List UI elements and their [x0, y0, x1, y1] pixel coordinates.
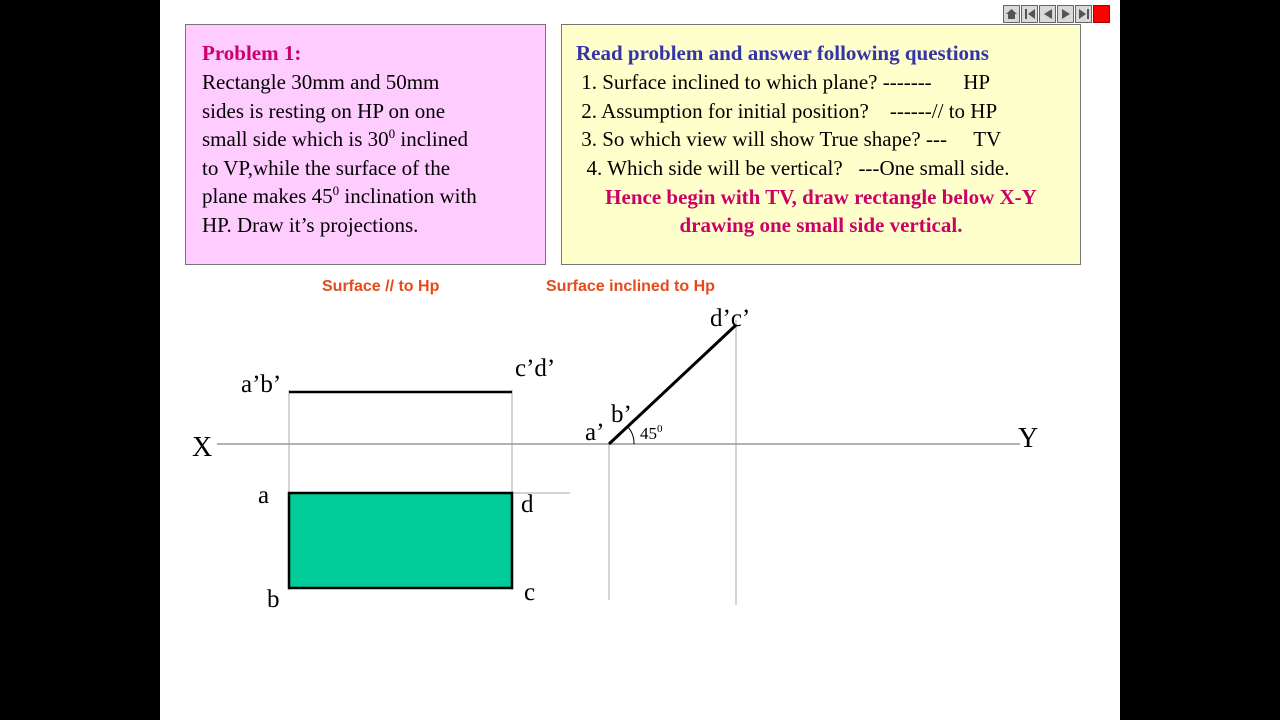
- problem-line: sides is resting on HP on one: [202, 98, 446, 123]
- label-b: b: [267, 586, 280, 613]
- label-d: d: [521, 491, 534, 518]
- x-label: X: [192, 432, 213, 463]
- problem-line: small side which is $30^0$ inclined: [202, 126, 469, 151]
- question-item: 3. So which view will show True shape? --- TV: [576, 125, 1066, 154]
- problem-line: to VP,while the surface of the: [202, 155, 451, 180]
- angle-arc: [627, 426, 634, 444]
- label-c: c: [524, 579, 536, 606]
- conclusion-text: Hence begin with TV, draw rectangle below X-Y drawing one small side vertical.: [605, 185, 1037, 237]
- projection-drawing: [160, 0, 1120, 720]
- answer: TV: [973, 127, 1002, 151]
- question-item: 4. Which side will be vertical? --- One small side.: [576, 154, 1066, 183]
- question-item: 1. Surface inclined to which plane? ------- HP: [576, 68, 1066, 97]
- slide: [160, 0, 1120, 720]
- answer: HP: [963, 70, 991, 94]
- angle-label: $45^0$: [640, 423, 663, 443]
- label-b-prime: b’: [611, 401, 632, 428]
- problem-line: plane makes $45^0$ inclination with: [202, 183, 477, 208]
- surface-inclined-label: Surface inclined to Hp: [546, 278, 715, 295]
- answer: One small side.: [879, 155, 1010, 180]
- label-a-b-prime: a’b’: [241, 371, 282, 398]
- y-label: Y: [1018, 423, 1039, 454]
- problem-title: Problem 1:: [202, 41, 302, 65]
- label-a-prime: a’: [585, 419, 605, 446]
- label-d-c-prime: d’c’: [710, 305, 751, 332]
- question-item: 2. Assumption for initial position? ------ // to HP: [576, 97, 1066, 126]
- problem-line: Rectangle 30mm and 50mm: [202, 70, 440, 94]
- label-c-d-prime: c’d’: [515, 355, 556, 382]
- problem-line: HP. Draw it’s projections.: [202, 212, 419, 237]
- surface-parallel-label: Surface // to Hp: [322, 278, 440, 295]
- questions-title: Read problem and answer following questions: [576, 41, 989, 65]
- answer: // to HP: [931, 98, 998, 123]
- label-a: a: [258, 482, 270, 509]
- top-view-rectangle: [289, 493, 512, 588]
